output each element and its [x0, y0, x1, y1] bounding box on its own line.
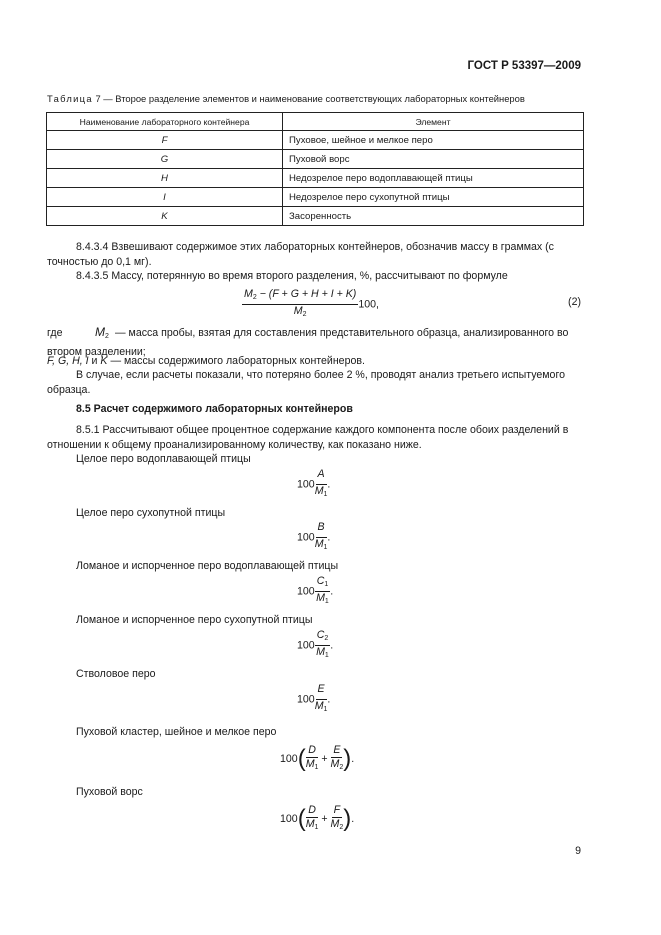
paragraph-8-5-1: 8.5.1 Рассчитывают общее процентное содержание каждого компонента после обоих разделений в отношении к общему проанализированному количеству, как показано ниже. [47, 424, 569, 451]
item-formula: 100 $\frac{B}{M_1}$ . [297, 521, 331, 551]
container-code: H [47, 169, 283, 188]
table-header-row [47, 113, 584, 131]
table-row [47, 207, 584, 226]
item-label: Стволовое перо [76, 668, 156, 680]
fghik-definition: — массы содержимого лабораторных контейнеров. [107, 355, 365, 367]
table-caption-text: — Второе разделение элементов и наименование соответствующих лабораторных контейнеров [103, 93, 525, 104]
formula-2-multiplier: 100, [358, 298, 379, 311]
item-formula: 100 $\frac{A}{M_1}$ . [297, 468, 331, 498]
formula-2 [242, 289, 379, 320]
m2-definition: — масса пробы, взятая для составления представительного образца, анализированного во втором разделении; [47, 327, 569, 358]
table-caption [47, 93, 525, 104]
k-symbol: K [100, 355, 108, 367]
paragraph-8-4-3-4: 8.4.3.4 Взвешивают содержимое этих лабораторных контейнеров, обозначив массу в граммах (с точностью до 0,1 мг). [47, 241, 554, 268]
compound-item-formula: 100( $\frac{D}{M_1}$ + $\frac{F}{M_2}$ ). [280, 804, 355, 832]
table-row [47, 150, 584, 169]
paragraph-8-4-3-5: 8.4.3.5 Массу, потерянную во время второго разделения, %, рассчитывают по формуле [76, 270, 508, 282]
container-code: G [47, 150, 283, 169]
compound-item-label: Пуховой кластер, шейное и мелкое перо [76, 726, 277, 738]
item-formula: 100 $\frac{C_2}{M_1}$ . [297, 629, 334, 659]
formula-2-fraction: $\frac{M_2 - (F + G + H + I + K)}{M_2}$ [244, 288, 357, 318]
item-formula: 100 $\frac{E}{M_1}$ . [297, 683, 331, 713]
item-label: Целое перо водоплавающей птицы [76, 453, 251, 465]
paragraph-case: В случае, если расчеты показали, что потеряно более 2 %, проводят анализ третьего испытуемого образца. [47, 369, 565, 396]
container-element: Недозрелое перо сухопутной птицы [283, 188, 584, 207]
header-container-name: Наименование лабораторного контейнера [47, 113, 283, 131]
containers-table [46, 112, 584, 226]
document-header: ГОСТ Р 53397—2009 [467, 60, 581, 72]
container-element: Засоренность [283, 207, 584, 226]
table-row [47, 131, 584, 150]
fghik-symbols: F, G, H, I [47, 355, 89, 367]
container-code: F [47, 131, 283, 150]
container-element: Пуховой ворс [283, 150, 584, 169]
section-8-5-title: 8.5 Расчет содержимого лабораторных контейнеров [76, 403, 353, 415]
where-word: где [47, 327, 63, 339]
formula-2-label: (2) [568, 296, 581, 308]
container-code: I [47, 188, 283, 207]
container-element: Недозрелое перо водоплавающей птицы [283, 169, 584, 188]
container-element: Пуховое, шейное и мелкое перо [283, 131, 584, 150]
table-caption-number: 7 [95, 93, 101, 104]
table-row [47, 188, 584, 207]
table-caption-label: Таблица [47, 93, 93, 104]
compound-item-formula: 100( $\frac{D}{M_1}$ + $\frac{E}{M_2}$ ). [280, 744, 355, 772]
table-row [47, 169, 584, 188]
page-number: 9 [575, 845, 581, 857]
container-code: K [47, 207, 283, 226]
header-element: Элемент [283, 113, 584, 131]
compound-item-label: Пуховой ворс [76, 786, 143, 798]
item-label: Целое перо сухопутной птицы [76, 507, 226, 519]
item-label: Ломаное и испорченное перо водоплавающей птицы [76, 560, 339, 572]
item-formula: 100 $\frac{C_1}{M_1}$ . [297, 575, 334, 605]
m2-symbol: $M_2$ [95, 325, 109, 340]
where-fghik: F, G, H, I и K — массы содержимого лабораторных контейнеров. [47, 355, 365, 367]
item-label: Ломаное и испорченное перо сухопутной птицы [76, 614, 313, 626]
